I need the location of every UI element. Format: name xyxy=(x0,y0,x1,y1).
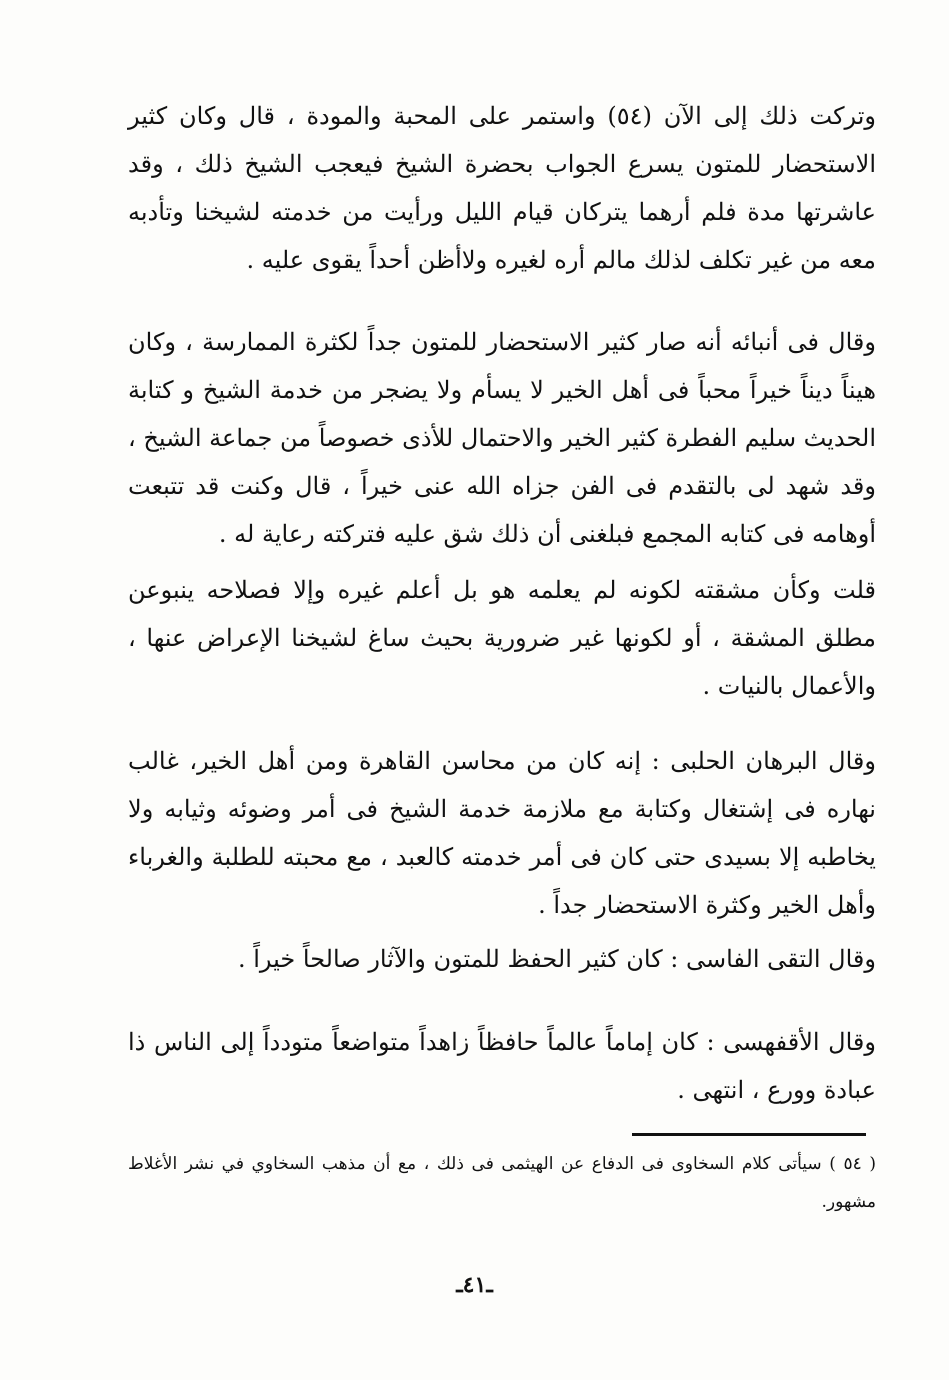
body-paragraph-6: وقال الأقفهسى : كان إماماً عالماً حافظاً زاهداً متواضعاً متودداً إلى الناس ذا عبادة وورع ، انتهى . xyxy=(128,1028,876,1104)
body-paragraph-3: قلت وكأن مشقته لكونه لم يعلمه هو بل أعلم غيره وإلا فصلاحه ينبوعن مطلق المشقة ، أو لكونها غير ضرورية بحيث ساغ لشيخنا الإعراض عنها ، والأعمال بالنيات . xyxy=(128,576,876,700)
footnote-divider xyxy=(632,1133,866,1136)
body-paragraph-2: وقال فى أنبائه أنه صار كثير الاستحضار للمتون جداً لكثرة الممارسة ، وكان هيناً ديناً خيراً محباً فى أهل الخير لا يسأم ولا يضجر من خدمة الشيخ و كتابة الحديث سليم الفطرة كثير الخير والاحتمال للأذى خصوصاً من جماعة الشيخ ، وقد شهد لى بالتقدم فى الفن جزاه الله عنى خيراً ، قال وكنت قد تتبعت أوهامه فى كتابه المجمع فبلغنى أن ذلك شق عليه فتركته رعاية له . xyxy=(128,328,876,548)
footnote: ( ٥٤ ) سيأتى كلام السخاوى فى الدفاع عن الهيثمى فى ذلك ، مع أن مذهب السخاوي في نشر الأغلاط مشهور. xyxy=(128,1154,876,1212)
body-paragraph-4: وقال البرهان الحلبى : إنه كان من محاسن القاهرة ومن أهل الخير، غالب نهاره فى إشتغال وكتابة مع ملازمة خدمة الشيخ فى أمر وضوئه وثيابه ولا يخاطبه إلا بسيدى حتى كان فى أمر خدمته كالعبد ، مع محبته للطلبة والغرباء وأهل الخير وكثرة الاستحضار جداً . xyxy=(128,747,876,919)
body-paragraph-1: وتركت ذلك إلى الآن (٥٤) واستمر على المحبة والمودة ، قال وكان كثير الاستحضار للمتون يسرع الجواب بحضرة الشيخ فيعجب الشيخ ذلك ، وقد عاشرتها مدة فلم أرهما يتركان قيام الليل ورأيت من خدمته لشيخنا وتأدبه معه من غير تكلف لذلك مالم أره لغيره ولاأظن أحداً يقوى عليه . xyxy=(128,102,877,274)
page-number: ـ٤١ـ xyxy=(456,1272,493,1298)
body-paragraph-5: وقال التقى الفاسى : كان كثير الحفظ للمتون والآثار صالحاً خيراً . xyxy=(238,945,876,973)
